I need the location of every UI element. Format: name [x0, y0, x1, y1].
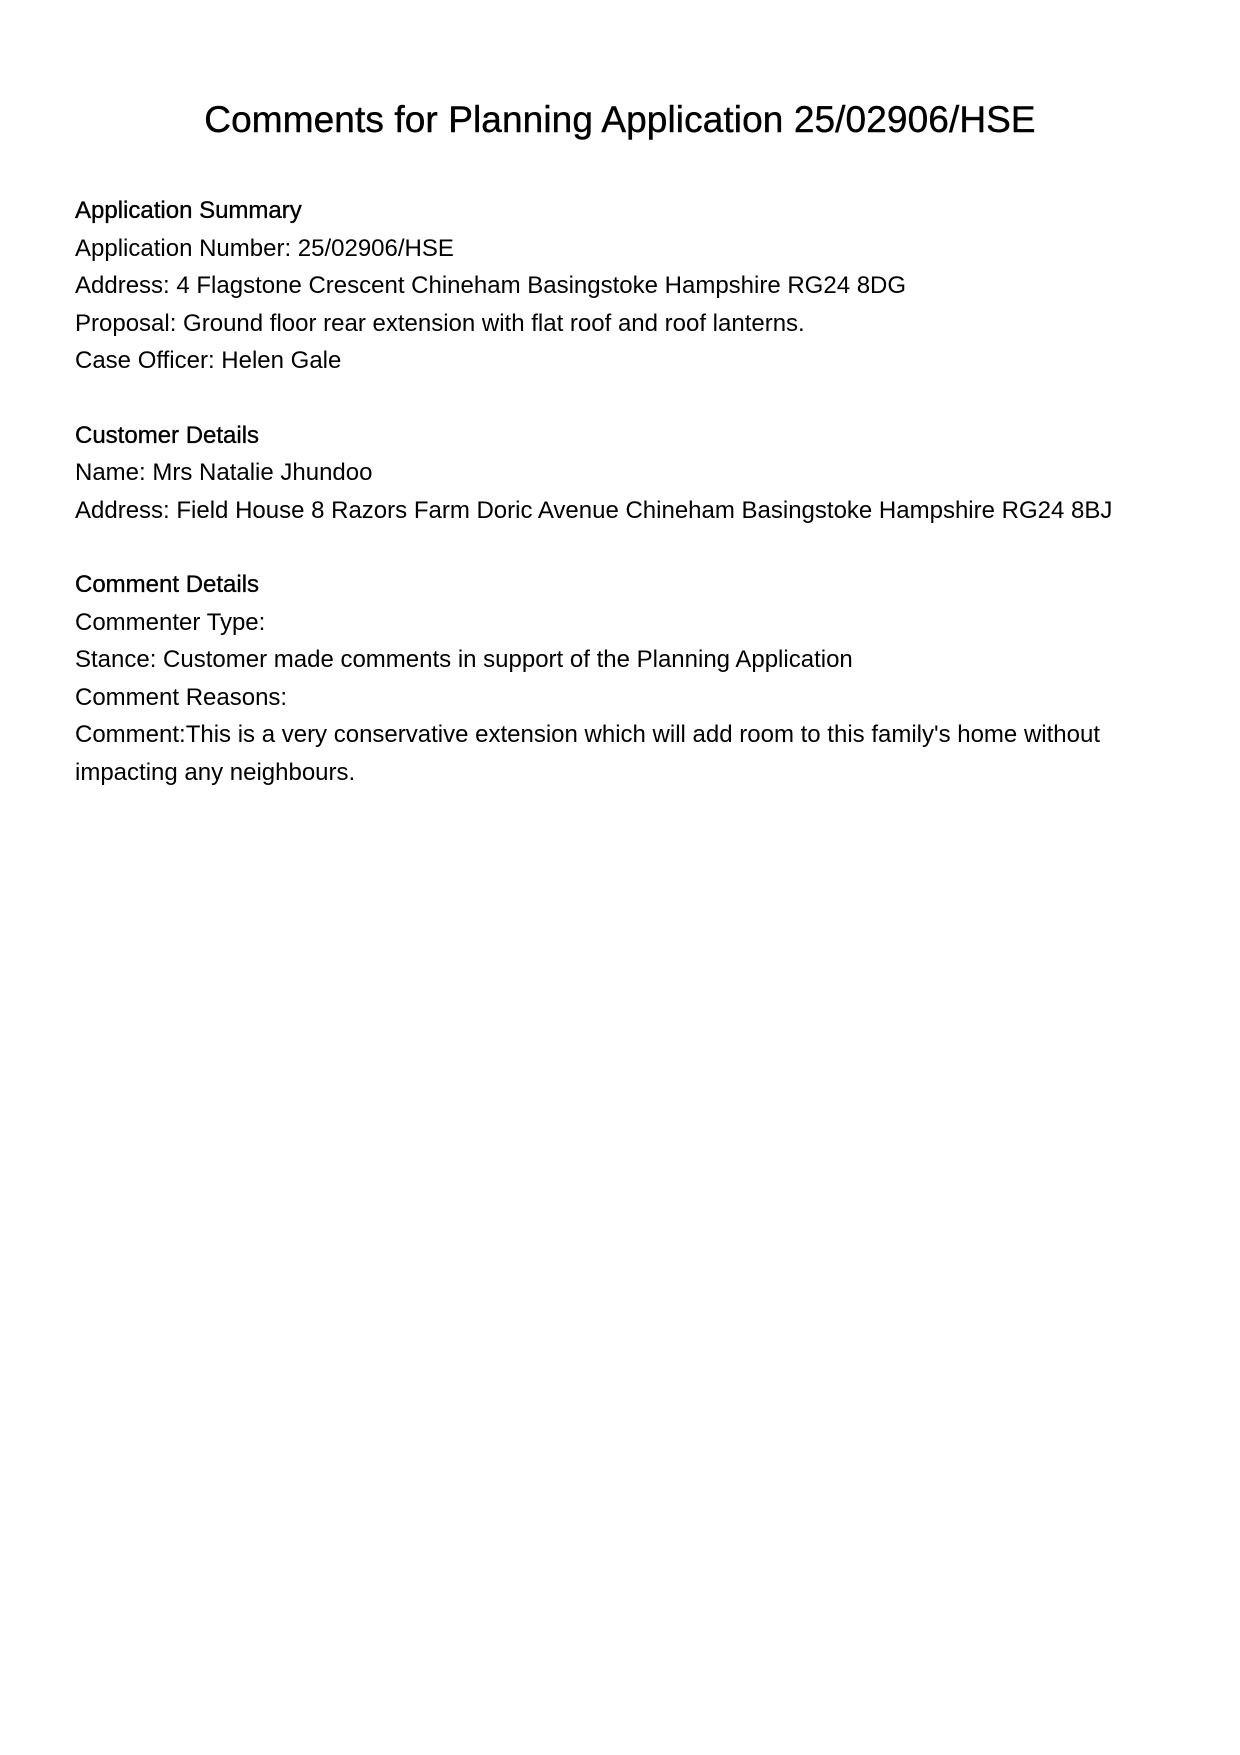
application-summary-section: [75, 192, 1165, 380]
document-title: Comments for Planning Application 25/02906/HSE: [204, 99, 1036, 140]
application-summary-heading: Application Summary: [75, 197, 302, 224]
customer-address: Address: Field House 8 Razors Farm Doric Avenue Chineham Basingstoke Hampshire RG24 8BJ: [75, 496, 1113, 524]
customer-details-heading: Customer Details: [75, 421, 260, 449]
comment-details-section: [75, 566, 1165, 791]
case-officer: Case Officer: Helen Gale: [75, 347, 342, 374]
application-number: Application Number: 25/02906/HSE: [75, 234, 454, 262]
application-proposal: Proposal: Ground floor rear extension with flat roof and roof lanterns.: [75, 309, 805, 337]
customer-name: Name: Mrs Natalie Jhundoo: [75, 459, 373, 486]
customer-details-section: [75, 417, 1165, 530]
comment-text: Comment:This is a very conservative extension which will add room to this family's home without impacting any neighbours.: [75, 721, 1100, 786]
comment-stance: Stance: Customer made comments in support of the Planning Application: [75, 646, 853, 673]
comment-reasons: Comment Reasons:: [75, 683, 288, 711]
application-address: Address: 4 Flagstone Crescent Chineham Basingstoke Hampshire RG24 8DG: [75, 272, 907, 299]
comment-details-heading: Comment Details: [75, 571, 260, 598]
commenter-type: Commenter Type:: [75, 608, 266, 636]
